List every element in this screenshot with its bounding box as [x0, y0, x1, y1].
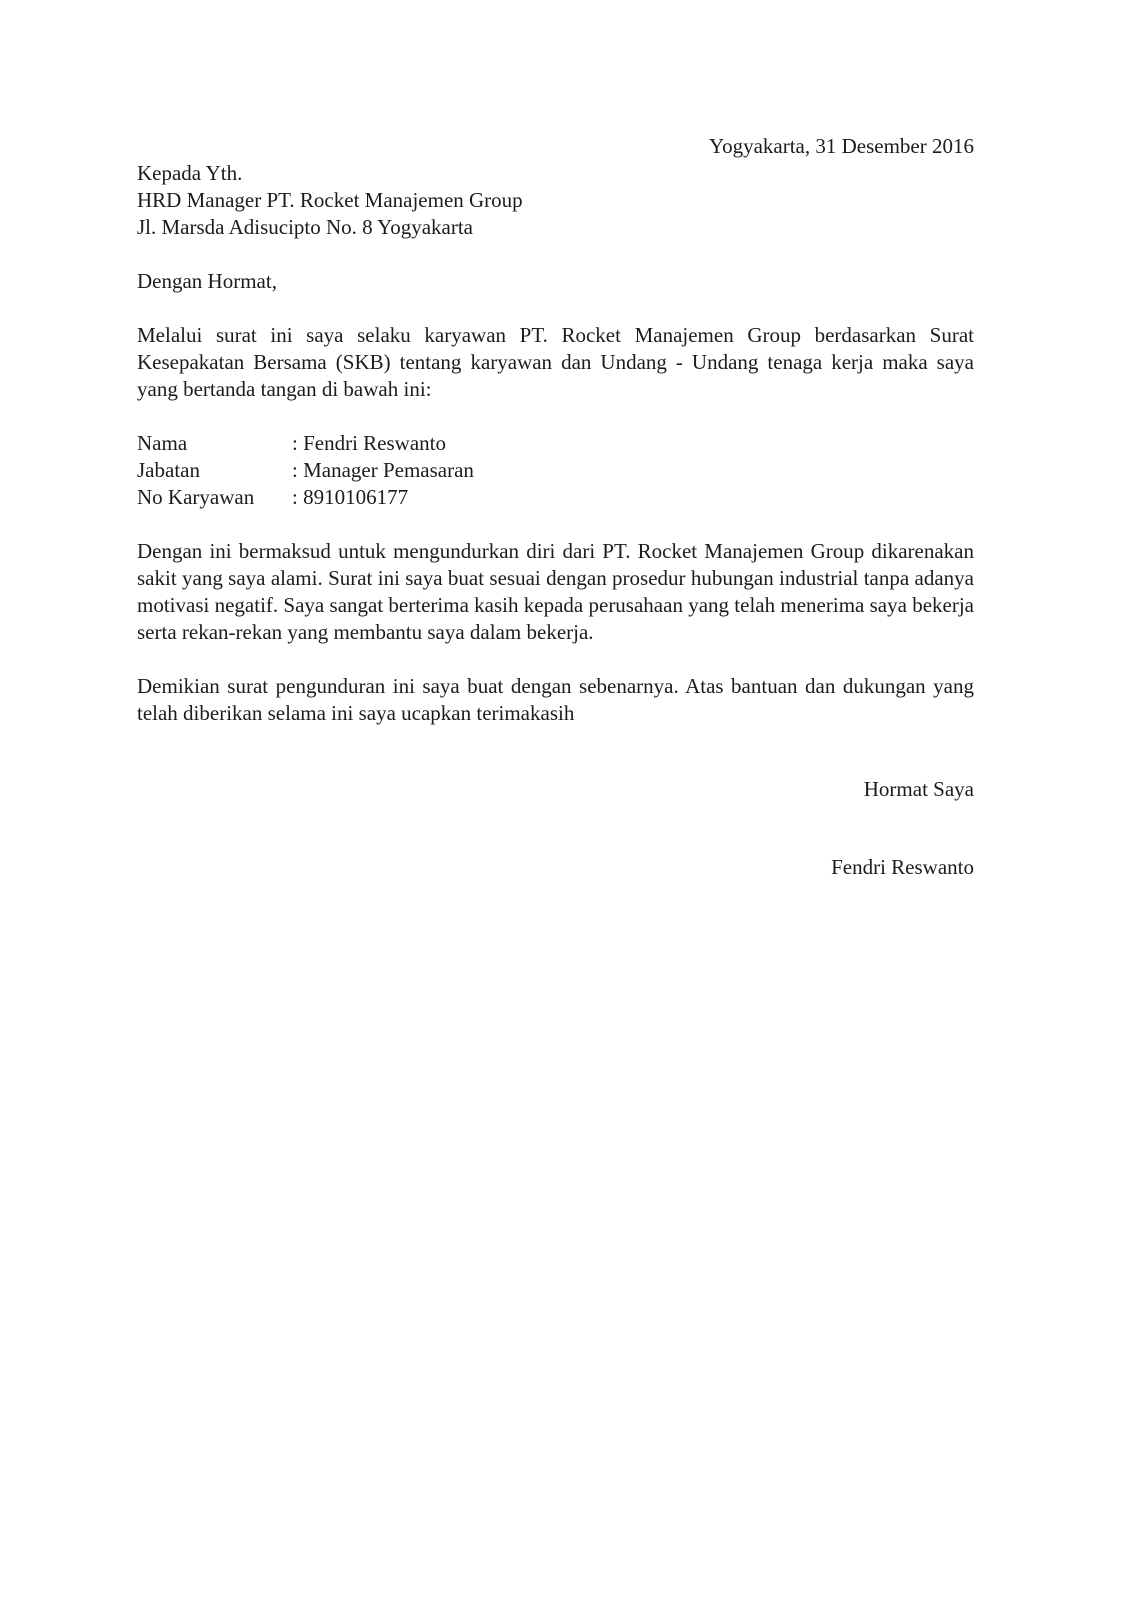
employee-details: [137, 430, 974, 511]
detail-row-jabatan: [137, 457, 974, 484]
closing-phrase: Hormat Saya: [863, 777, 974, 801]
detail-value-no-karyawan: : 8910106177: [292, 485, 409, 509]
detail-label-jabatan: Jabatan: [137, 458, 200, 482]
recipient-line-3: Jl. Marsda Adisucipto No. 8 Yogyakarta: [137, 215, 473, 239]
body-paragraph: Dengan ini bermaksud untuk mengundurkan diri dari PT. Rocket Manajemen Group dikarenakan sakit yang saya alami. Surat ini saya buat sesuai dengan prosedur hubungan industrial tanpa adanya motivasi negatif. Saya sangat berterima kasih kepada perusahaan yang telah menerima saya bekerja serta rekan-rekan yang membantu saya dalam bekerja.: [137, 539, 974, 644]
detail-label-no-karyawan: No Karyawan: [137, 485, 255, 509]
recipient-line-1: Kepada Yth.: [137, 161, 243, 185]
salutation: Dengan Hormat,: [137, 269, 277, 293]
recipient-block: [137, 160, 974, 241]
dateline: Yogyakarta, 31 Desember 2016: [709, 134, 974, 158]
detail-row-no-karyawan: [137, 484, 974, 511]
detail-value-jabatan: : Manager Pemasaran: [292, 458, 474, 482]
detail-row-nama: [137, 430, 974, 457]
opening-paragraph: Melalui surat ini saya selaku karyawan PT. Rocket Manajemen Group berdasarkan Surat Kesepakatan Bersama (SKB) tentang karyawan dan Undang - Undang tenaga kerja maka saya yang bertanda tangan di bawah ini:: [137, 323, 974, 401]
recipient-line-2: HRD Manager PT. Rocket Manajemen Group: [137, 188, 523, 212]
detail-value-nama: : Fendri Reswanto: [292, 431, 446, 455]
signature-name: Fendri Reswanto: [831, 855, 974, 879]
detail-label-nama: Nama: [137, 431, 188, 455]
closing-paragraph: Demikian surat pengunduran ini saya buat dengan sebenarnya. Atas bantuan dan dukungan yang telah diberikan selama ini saya ucapkan terimakasih: [137, 674, 974, 725]
